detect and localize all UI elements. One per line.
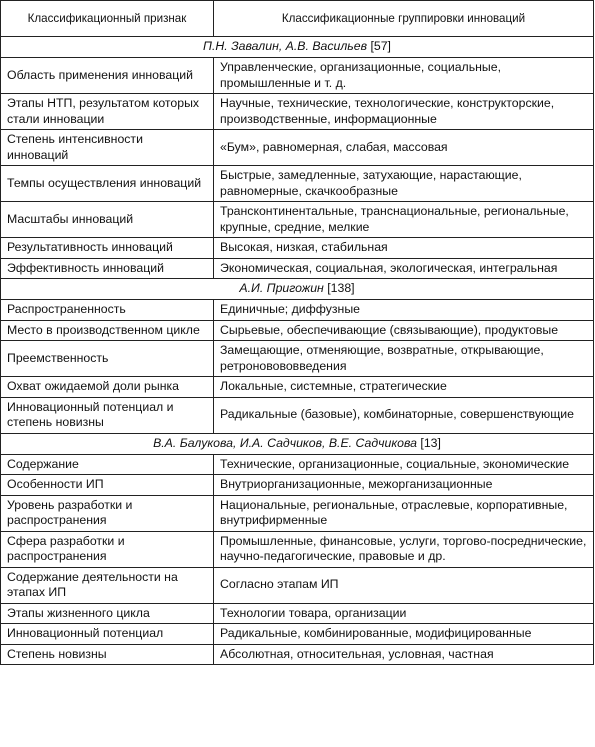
table-row xyxy=(1,495,594,531)
header-criterion: Классификационный признак xyxy=(1,1,214,37)
table-row xyxy=(1,475,594,496)
groupings-cell: Научные, технические, технологические, конструкторские, производственные, информационные xyxy=(214,94,594,130)
table-row xyxy=(1,603,594,624)
criterion-cell: Место в производственном цикле xyxy=(1,320,214,341)
groupings-cell: Трансконтинентальные, транснациональные, региональные, крупные, средние, мелкие xyxy=(214,202,594,238)
groupings-cell: Управленческие, организационные, социальные, промышленные и т. д. xyxy=(214,58,594,94)
section-authors: П.Н. Завалин, А.В. Васильев xyxy=(203,39,368,54)
groupings-cell: Технические, организационные, социальные, экономические xyxy=(214,454,594,475)
criterion-cell: Масштабы инноваций xyxy=(1,202,214,238)
criterion-cell: Результативность инноваций xyxy=(1,238,214,259)
section-reference: [138] xyxy=(327,281,355,296)
table-row xyxy=(1,58,594,94)
table-row xyxy=(1,258,594,279)
groupings-cell: Внутриорганизационные, межорганизационные xyxy=(214,475,594,496)
groupings-cell: Сырьевые, обеспечивающие (связывающие), продуктовые xyxy=(214,320,594,341)
criterion-cell: Инновационный потенциал xyxy=(1,624,214,645)
table-row xyxy=(1,130,594,166)
section-header-row xyxy=(1,37,594,58)
groupings-cell: Локальные, системные, стратегические xyxy=(214,377,594,398)
groupings-cell: Абсолютная, относительная, условная, частная xyxy=(214,644,594,665)
section-authors: А.И. Пригожин xyxy=(239,281,324,296)
criterion-cell: Область применения инноваций xyxy=(1,58,214,94)
table-row xyxy=(1,377,594,398)
header-row xyxy=(1,1,594,37)
section-title xyxy=(1,279,594,300)
table-row xyxy=(1,624,594,645)
groupings-cell: Единичные; диффузные xyxy=(214,300,594,321)
criterion-cell: Темпы осуществления инноваций xyxy=(1,166,214,202)
criterion-cell: Эффективность инноваций xyxy=(1,258,214,279)
table-row xyxy=(1,166,594,202)
criterion-cell: Содержание деятельности на этапах ИП xyxy=(1,567,214,603)
criterion-cell: Степень интенсивности инноваций xyxy=(1,130,214,166)
table-row xyxy=(1,567,594,603)
section-reference: [57] xyxy=(370,39,391,54)
criterion-cell: Преемственность xyxy=(1,341,214,377)
criterion-cell: Степень новизны xyxy=(1,644,214,665)
groupings-cell: Быстрые, замедленные, затухающие, нарастающие, равномерные, скачкообразные xyxy=(214,166,594,202)
section-title xyxy=(1,37,594,58)
table-row xyxy=(1,454,594,475)
table-row xyxy=(1,300,594,321)
section-authors: В.А. Балукова, И.А. Садчиков, В.Е. Садчикова xyxy=(153,435,417,450)
groupings-cell: Согласно этапам ИП xyxy=(214,567,594,603)
section-title xyxy=(1,433,594,454)
table-row xyxy=(1,202,594,238)
section-reference: [13] xyxy=(420,435,441,450)
groupings-cell: Высокая, низкая, стабильная xyxy=(214,238,594,259)
criterion-cell: Распространенность xyxy=(1,300,214,321)
groupings-cell: Промышленные, финансовые, услуги, торгово-посреднические, научно-педагогические, правовые и др. xyxy=(214,531,594,567)
groupings-cell: «Бум», равномерная, слабая, массовая xyxy=(214,130,594,166)
section-header-row xyxy=(1,279,594,300)
groupings-cell: Экономическая, социальная, экологическая, интегральная xyxy=(214,258,594,279)
groupings-cell: Технологии товара, организации xyxy=(214,603,594,624)
criterion-cell: Содержание xyxy=(1,454,214,475)
table-row xyxy=(1,531,594,567)
table-row xyxy=(1,238,594,259)
table-row xyxy=(1,94,594,130)
table-row xyxy=(1,320,594,341)
table-body xyxy=(1,1,594,665)
section-header-row xyxy=(1,433,594,454)
criterion-cell: Этапы НТП, результатом которых стали инновации xyxy=(1,94,214,130)
criterion-cell: Уровень разработки и распространения xyxy=(1,495,214,531)
groupings-cell: Радикальные (базовые), комбинаторные, совершенствующие xyxy=(214,397,594,433)
groupings-cell: Радикальные, комбинированные, модифицированные xyxy=(214,624,594,645)
criterion-cell: Инновационный потенциал и степень новизны xyxy=(1,397,214,433)
groupings-cell: Замещающие, отменяющие, возвратные, открывающие, ретроновововведения xyxy=(214,341,594,377)
groupings-cell: Национальные, региональные, отраслевые, корпоративные, внутрифирменные xyxy=(214,495,594,531)
header-groupings: Классификационные группировки инноваций xyxy=(214,1,594,37)
criterion-cell: Этапы жизненного цикла xyxy=(1,603,214,624)
table-row xyxy=(1,644,594,665)
criterion-cell: Охват ожидаемой доли рынка xyxy=(1,377,214,398)
criterion-cell: Сфера разработки и распространения xyxy=(1,531,214,567)
criterion-cell: Особенности ИП xyxy=(1,475,214,496)
table-row xyxy=(1,341,594,377)
table-row xyxy=(1,397,594,433)
